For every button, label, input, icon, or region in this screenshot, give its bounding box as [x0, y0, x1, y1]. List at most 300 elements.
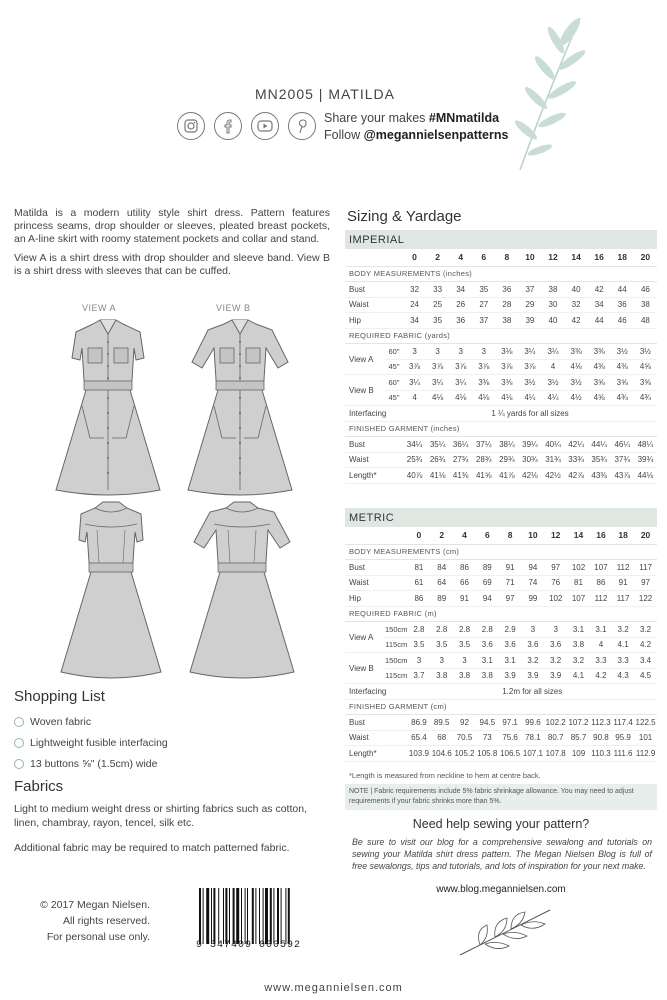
value-cell: 92	[453, 715, 476, 731]
size-header: 16	[596, 530, 606, 541]
value-cell: 97	[544, 560, 567, 576]
value-cell: 28	[495, 297, 518, 313]
value-cell: 42	[565, 313, 588, 329]
value-cell: 28¾	[472, 452, 495, 468]
value-cell: 37¾	[611, 452, 634, 468]
shopping-item: Lightweight fusible interfacing	[14, 737, 168, 749]
value-cell: 4.2	[590, 668, 612, 684]
value-cell: 94	[476, 591, 499, 607]
interfacing-value: 1 ¼ yards for all sizes	[403, 406, 657, 422]
table-section-bar	[345, 230, 657, 249]
barcode-bar	[225, 888, 227, 944]
value-cell: 3.8	[430, 668, 453, 684]
value-cell: 44	[611, 282, 634, 298]
value-cell: 74	[522, 575, 545, 591]
table-subheading-text: REQUIRED FABRIC (yards)	[345, 328, 657, 344]
value-cell: 86	[453, 560, 476, 576]
barcode-bar	[277, 888, 279, 944]
barcode-bar	[281, 888, 282, 944]
value-cell: 3⅞	[449, 359, 472, 375]
measurement-row	[345, 313, 657, 329]
value-cell: 3.4	[634, 653, 657, 669]
value-cell: 3⅝	[611, 375, 634, 391]
value-cell: 122	[634, 591, 657, 607]
value-cell: 2.8	[476, 622, 499, 638]
view-label-cell: View B	[345, 375, 385, 406]
value-cell: 3⅞	[426, 359, 449, 375]
value-cell: 117	[634, 560, 657, 576]
value-cell: 3	[472, 344, 495, 360]
barcode-bar	[233, 888, 235, 944]
value-cell: 42¼	[565, 437, 588, 453]
value-cell: 3⅝	[634, 375, 657, 391]
value-cell: 46¼	[611, 437, 634, 453]
barcode-bar	[223, 888, 224, 944]
value-cell: 102.2	[544, 715, 567, 731]
value-cell: 107.1	[522, 746, 545, 762]
fabrics-text-2: Additional fabric may be required to match patterned fabric.	[14, 842, 290, 854]
value-cell: 29	[518, 297, 541, 313]
value-cell: 27	[472, 297, 495, 313]
value-cell: 38	[634, 297, 657, 313]
value-cell: 4⅛	[449, 390, 472, 406]
fabric-width: 60"	[385, 375, 403, 391]
value-cell: 86	[408, 591, 431, 607]
value-cell: 41⅝	[472, 468, 495, 484]
value-cell: 42⅛	[518, 468, 541, 484]
shrinkage-note: NOTE | Fabric requirements include 5% fabric shrinkage allowance. You may need to adjust requirements if your fabric shrinks more than 5%.	[345, 784, 657, 810]
row-label: Interfacing	[345, 684, 408, 700]
value-cell: 39	[518, 313, 541, 329]
value-cell: 32	[565, 297, 588, 313]
value-cell: 89	[430, 591, 453, 607]
value-cell: 48	[634, 313, 657, 329]
value-cell: 25¾	[403, 452, 426, 468]
barcode-bar	[218, 888, 219, 944]
value-cell: 3.8	[453, 668, 476, 684]
value-cell: 2.8	[430, 622, 453, 638]
follow-handle[interactable]: @megannielsenpatterns	[363, 128, 509, 142]
bullet-circle-icon	[14, 759, 24, 769]
value-cell: 3.7	[408, 668, 431, 684]
interfacing-row	[345, 406, 657, 422]
value-cell: 86	[590, 575, 612, 591]
value-cell: 105.2	[453, 746, 476, 762]
size-header: 16	[594, 252, 604, 263]
share-prefix: Share your makes	[324, 111, 429, 125]
barcode-bar	[259, 888, 260, 944]
value-cell: 3.5	[408, 637, 431, 653]
value-cell: 39¾	[634, 452, 657, 468]
value-cell: 36	[495, 282, 518, 298]
value-cell: 42½	[541, 468, 564, 484]
value-cell: 65.4	[408, 730, 431, 746]
leaf-branch-icon	[455, 900, 555, 960]
view-a-front-illustration	[48, 318, 168, 496]
value-cell: 85.7	[567, 730, 590, 746]
value-cell: 61	[408, 575, 431, 591]
value-cell: 4⅝	[588, 390, 611, 406]
copyright: © 2017 Megan Nielsen. All rights reserved. For personal use only.	[40, 899, 150, 943]
value-cell: 2.8	[453, 622, 476, 638]
value-cell: 43⅞	[611, 468, 634, 484]
barcode-bar	[263, 888, 264, 944]
value-cell: 71	[499, 575, 522, 591]
value-cell: 3.3	[590, 653, 612, 669]
value-cell: 46	[611, 313, 634, 329]
barcode-bar	[245, 888, 246, 944]
follow-line	[324, 128, 508, 142]
shopping-item: 13 buttons ⅝" (1.5cm) wide	[14, 758, 157, 770]
value-cell: 3⅞	[472, 359, 495, 375]
value-cell: 3¼	[449, 375, 472, 391]
measurement-row	[345, 591, 657, 607]
bullet-circle-icon	[14, 717, 24, 727]
size-header: 0	[412, 252, 417, 263]
value-cell: 36	[449, 313, 472, 329]
view-a-back-illustration	[55, 500, 167, 682]
value-cell: 3⅜	[565, 344, 588, 360]
size-header: 2	[435, 252, 440, 263]
value-cell: 40	[565, 282, 588, 298]
value-cell: 107.8	[544, 746, 567, 762]
value-cell: 3½	[518, 375, 541, 391]
value-cell: 3.2	[634, 622, 657, 638]
imperial-table	[345, 230, 657, 484]
value-cell: 3.6	[499, 637, 522, 653]
value-cell: 97	[499, 591, 522, 607]
fabric-width: 45"	[385, 390, 403, 406]
value-cell: 99.6	[522, 715, 545, 731]
value-cell: 4.1	[567, 668, 590, 684]
value-cell: 44	[588, 313, 611, 329]
value-cell: 3½	[634, 344, 657, 360]
view-b-label: VIEW B	[216, 303, 251, 313]
value-cell: 39¼	[518, 437, 541, 453]
barcode-bar	[241, 888, 242, 944]
value-cell: 4	[590, 637, 612, 653]
size-header: 8	[507, 530, 513, 541]
barcode-bar	[247, 888, 248, 944]
table-subheading-text: BODY MEASUREMENTS (inches)	[345, 266, 657, 282]
facebook-icon[interactable]	[214, 112, 242, 140]
value-cell: 24	[403, 297, 426, 313]
value-cell: 3.1	[590, 622, 612, 638]
value-cell: 3⅞	[403, 359, 426, 375]
measurement-row	[345, 715, 657, 731]
value-cell: 35¼	[426, 437, 449, 453]
value-cell: 4¾	[634, 390, 657, 406]
shopping-list-title: Shopping List	[14, 688, 105, 705]
row-label: Bust	[345, 437, 403, 453]
value-cell: 68	[430, 730, 453, 746]
measurement-row	[345, 575, 657, 591]
value-cell: 3¼	[518, 344, 541, 360]
value-cell: 34	[588, 297, 611, 313]
size-header: 0	[416, 530, 422, 541]
row-label: Hip	[345, 313, 403, 329]
measurement-row	[345, 746, 657, 762]
pinterest-icon[interactable]	[288, 112, 316, 140]
row-label: Length*	[345, 468, 403, 484]
value-cell: 4⅝	[634, 359, 657, 375]
value-cell: 36	[611, 297, 634, 313]
value-cell: 80.7	[544, 730, 567, 746]
value-cell: 4⅛	[426, 390, 449, 406]
value-cell: 97.1	[499, 715, 522, 731]
measurement-row	[345, 297, 657, 313]
view-label-cell: View A	[345, 344, 385, 375]
value-cell: 4⅜	[588, 359, 611, 375]
size-header: 20	[640, 252, 651, 263]
leaf-branch-icon	[500, 10, 590, 175]
value-cell: 34¼	[403, 437, 426, 453]
value-cell: 84	[430, 560, 453, 576]
value-cell: 3.6	[544, 637, 567, 653]
value-cell: 3.9	[522, 668, 545, 684]
value-cell: 3.9	[499, 668, 522, 684]
value-cell: 64	[430, 575, 453, 591]
value-cell: 69	[476, 575, 499, 591]
row-label: Bust	[345, 282, 403, 298]
barcode-bar	[288, 888, 290, 944]
value-cell: 102	[544, 591, 567, 607]
fabric-row	[345, 622, 657, 638]
value-cell: 35	[472, 282, 495, 298]
fabric-width: 115cm	[385, 668, 408, 684]
value-cell: 94.5	[476, 715, 499, 731]
value-cell: 3.2	[522, 653, 545, 669]
social-icons	[177, 112, 316, 140]
value-cell: 3.2	[544, 653, 567, 669]
value-cell: 3⅜	[472, 375, 495, 391]
value-cell: 26	[449, 297, 472, 313]
value-cell: 30	[541, 297, 564, 313]
share-hashtag[interactable]: #MNmatilda	[428, 111, 500, 125]
table-subheading	[345, 328, 657, 344]
value-cell: 30¾	[518, 452, 541, 468]
value-cell: 73	[476, 730, 499, 746]
value-cell: 111.6	[612, 746, 634, 762]
value-cell: 112.3	[590, 715, 612, 731]
value-cell: 90.8	[590, 730, 612, 746]
value-cell: 3⅞	[495, 359, 518, 375]
value-cell: 46	[634, 282, 657, 298]
fabric-row	[345, 653, 657, 669]
value-cell: 81	[408, 560, 431, 576]
value-cell: 97	[634, 575, 657, 591]
fabric-width: 150cm	[385, 653, 408, 669]
value-cell: 41⅞	[495, 468, 518, 484]
row-label: Waist	[345, 575, 408, 591]
value-cell: 3⅜	[588, 344, 611, 360]
fabric-width: 45"	[385, 359, 403, 375]
instagram-icon[interactable]	[177, 112, 205, 140]
value-cell: 106.5	[499, 746, 522, 762]
row-label: Interfacing	[345, 406, 403, 422]
value-cell: 3⅝	[588, 375, 611, 391]
size-header: 10	[528, 530, 538, 541]
row-label: Waist	[345, 730, 408, 746]
value-cell: 41⅛	[426, 468, 449, 484]
value-cell: 4⅜	[611, 359, 634, 375]
size-header-row	[345, 527, 657, 544]
table-subheading	[345, 606, 657, 622]
barcode-bar	[199, 888, 201, 944]
barcode-bar	[285, 888, 286, 944]
barcode-bar	[229, 888, 230, 944]
value-cell: 3	[408, 653, 431, 669]
value-cell: 34	[449, 282, 472, 298]
value-cell: 3	[430, 653, 453, 669]
value-cell: 34	[403, 313, 426, 329]
value-cell: 37	[472, 313, 495, 329]
value-cell: 4.2	[634, 637, 657, 653]
measurement-row	[345, 468, 657, 484]
value-cell: 4	[541, 359, 564, 375]
barcode-bar	[273, 888, 274, 944]
fabric-row	[345, 637, 657, 653]
value-cell: 102	[567, 560, 590, 576]
value-cell: 37¼	[472, 437, 495, 453]
value-cell: 38	[495, 313, 518, 329]
table-subheading	[345, 266, 657, 282]
value-cell: 3	[403, 344, 426, 360]
value-cell: 4⅛	[472, 390, 495, 406]
value-cell: 104.6	[430, 746, 453, 762]
bullet-circle-icon	[14, 738, 24, 748]
intro	[14, 207, 330, 284]
barcode-bar	[236, 888, 239, 944]
share-line	[324, 111, 499, 125]
row-label: Bust	[345, 715, 408, 731]
view-label-cell: View B	[345, 653, 385, 684]
value-cell: 38¼	[495, 437, 518, 453]
value-cell: 3	[522, 622, 545, 638]
measurement-row	[345, 437, 657, 453]
value-cell: 26¾	[426, 452, 449, 468]
value-cell: 3.5	[453, 637, 476, 653]
sizing-title: Sizing & Yardage	[347, 208, 462, 225]
blog-link[interactable]: www.blog.megannielsen.com	[436, 884, 566, 895]
table-subheading-text: FINISHED GARMENT (cm)	[345, 699, 657, 715]
value-cell: 4.5	[634, 668, 657, 684]
measurement-row	[345, 730, 657, 746]
row-label: Waist	[345, 452, 403, 468]
barcode-bar	[255, 888, 256, 944]
value-cell: 91	[612, 575, 634, 591]
value-cell: 101	[634, 730, 657, 746]
measurement-row	[345, 560, 657, 576]
table-subheading-text: FINISHED GARMENT (inches)	[345, 421, 657, 437]
view-a-label: VIEW A	[82, 303, 117, 313]
value-cell: 3.1	[476, 653, 499, 669]
value-cell: 4¼	[541, 390, 564, 406]
size-header: 14	[573, 530, 584, 541]
value-cell: 89	[476, 560, 499, 576]
size-header: 12	[548, 252, 558, 263]
fabric-width: 150cm	[385, 622, 408, 638]
value-cell: 3	[453, 653, 476, 669]
table-subheading-text: BODY MEASUREMENTS (cm)	[345, 544, 657, 560]
value-cell: 107.2	[567, 715, 590, 731]
barcode-bar	[211, 888, 212, 944]
value-cell: 27¾	[449, 452, 472, 468]
value-cell: 4½	[565, 390, 588, 406]
fabric-row	[345, 359, 657, 375]
fabric-row	[345, 390, 657, 406]
table-section-title: IMPERIAL	[345, 230, 657, 249]
value-cell: 78.1	[522, 730, 545, 746]
size-header: 20	[640, 530, 651, 541]
measurement-row	[345, 452, 657, 468]
value-cell: 4⅛	[495, 390, 518, 406]
value-cell: 3½	[611, 344, 634, 360]
interfacing-row	[345, 684, 657, 700]
value-cell: 3⅜	[495, 375, 518, 391]
intro-paragraph-1: Matilda is a modern utility style shirt dress. Pattern features princess seams, drop shoulder or sleeves, pleated breast pockets, an A-line skirt with roomy statement pockets and collar and stand.	[14, 207, 330, 245]
row-label: Hip	[345, 591, 408, 607]
header	[0, 0, 667, 190]
table-cell	[345, 527, 408, 544]
value-cell: 25	[426, 297, 449, 313]
value-cell: 81	[567, 575, 590, 591]
value-cell: 32	[403, 282, 426, 298]
row-label: Bust	[345, 560, 408, 576]
value-cell: 2.8	[408, 622, 431, 638]
size-header: 18	[617, 252, 627, 263]
value-cell: 44¼	[588, 437, 611, 453]
value-cell: 40¼	[541, 437, 564, 453]
value-cell: 76	[544, 575, 567, 591]
value-cell: 94	[522, 560, 545, 576]
barcode-bar	[270, 888, 272, 944]
value-cell: 4¼	[518, 390, 541, 406]
youtube-icon[interactable]	[251, 112, 279, 140]
length-footnote: *Length is measured from neckline to hem at centre back.	[349, 771, 541, 780]
value-cell: 89.5	[430, 715, 453, 731]
pattern-code: MN2005 | MATILDA	[255, 86, 395, 102]
value-cell: 4.1	[612, 637, 634, 653]
value-cell: 86.9	[408, 715, 431, 731]
value-cell: 105.8	[476, 746, 499, 762]
fabric-row	[345, 375, 657, 391]
value-cell: 112	[612, 560, 634, 576]
value-cell: 48¼	[634, 437, 657, 453]
value-cell: 3½	[565, 375, 588, 391]
value-cell: 75.6	[499, 730, 522, 746]
value-cell: 3.2	[612, 622, 634, 638]
value-cell: 4	[403, 390, 426, 406]
help-text: Be sure to visit our blog for a comprehensive sewalong and tutorials on sewing your Matilda shirt dress pattern. The Megan Nielsen Blog is full of free sewalongs, tips and tutorials, and lots of inspiration for your next make.	[352, 837, 652, 871]
value-cell: 35¾	[588, 452, 611, 468]
value-cell: 42	[588, 282, 611, 298]
size-header: 6	[484, 530, 490, 541]
fabric-row	[345, 668, 657, 684]
interfacing-value: 1.2m for all sizes	[408, 684, 657, 700]
size-header: 6	[481, 252, 487, 263]
table-subheading-text: REQUIRED FABRIC (m)	[345, 606, 657, 622]
value-cell: 3	[426, 344, 449, 360]
value-cell: 3.9	[544, 668, 567, 684]
value-cell: 3¼	[403, 375, 426, 391]
footer-url[interactable]: www.megannielsen.com	[264, 982, 403, 994]
value-cell: 33¾	[565, 452, 588, 468]
value-cell: 117	[612, 591, 634, 607]
fabrics-text-1: Light to medium weight dress or shirting fabrics such as cotton, linen, chambray, rayon, tencel, silk etc.	[14, 803, 307, 829]
value-cell: 3.5	[430, 637, 453, 653]
value-cell: 4.3	[612, 668, 634, 684]
